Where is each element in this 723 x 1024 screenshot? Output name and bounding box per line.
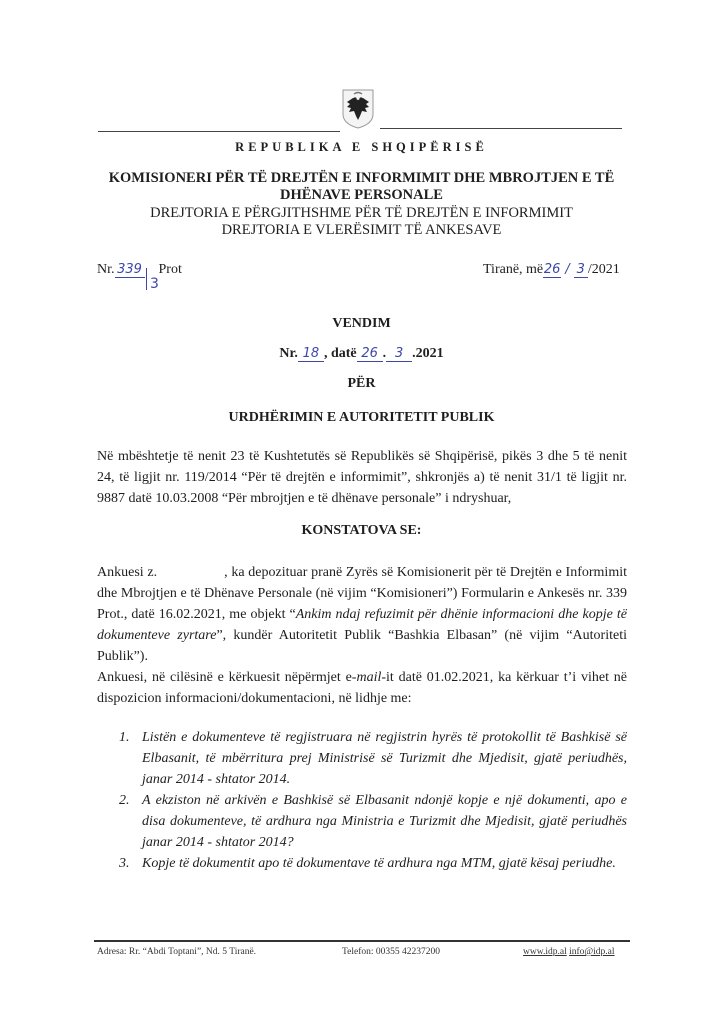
footer-phone: Telefon: 00355 42237200: [342, 947, 441, 957]
complaint-object: Ankim ndaj refuzimit për dhënie informacioni dhe kopje të dokumenteve zyrtare: [97, 607, 627, 643]
handwritten-protocol-sub: 3: [150, 276, 159, 292]
footer-contact: [523, 947, 615, 957]
website-link[interactable]: www.idp.al: [523, 947, 567, 957]
decision-year: .2021: [412, 346, 444, 361]
coat-of-arms-icon: [341, 88, 375, 130]
list-item-text: Kopje të dokumentit apo të dokumentave të ardhura nga MTM, gjatë kësaj periudhe.: [142, 856, 616, 871]
handwritten-protocol-number: 339: [115, 262, 145, 278]
request-text-a: Ankuesi, në cilësinë e kërkuesit nëpërmjet e-: [97, 670, 357, 685]
decision-number-date: Nr. 18 , datë 26 . 3 .2021: [279, 346, 444, 361]
footer-rule: [94, 940, 630, 942]
list-item-text: Listën e dokumenteve të regjistruara në regjistrin hyrës të protokollit të Bashkisë së Elbasanit, të mbërritura prej Ministrisë së Turizmit dhe Mjedisit, gjatë periudhës, janar 2014 - shtator 2014.: [142, 730, 627, 787]
list-item-number: 2.: [119, 793, 130, 808]
per-heading: PËR: [347, 376, 376, 391]
handwritten-decision-month: 3: [386, 346, 412, 362]
decision-date-label: , datë: [323, 346, 357, 361]
prot-label: Prot: [158, 262, 182, 277]
handwritten-decision-day: 26: [357, 346, 383, 362]
list-item-number: 3.: [119, 856, 130, 871]
handwritten-decision-number: 18: [298, 346, 324, 362]
handwritten-slash: [146, 268, 147, 290]
list-item: [97, 727, 627, 790]
handwritten-day: 26: [543, 262, 561, 277]
year: /2021: [587, 262, 620, 277]
institution-line-1: KOMISIONERI PËR TË DREJTËN E INFORMIMIT DHE MBROJTJEN E TË: [108, 170, 615, 186]
list-item-number: 1.: [119, 730, 130, 745]
republic-title: REPUBLIKA E SHQIPËRISË: [235, 140, 488, 154]
list-item-text: A ekziston në arkivën e Bashkisë së Elbasanit ndonjë kopje e një dokumenti, apo e disa dokumenteve, të ardhura nga Ministria e Turizmit dhe Mjedisit, gjatë periudhës janar 2014 - shtator 2014?: [142, 793, 627, 850]
directorate: DREJTORIA E VLERËSIMIT TË ANKESAVE: [221, 222, 502, 238]
konstatova-heading: KONSTATOVA SE:: [301, 523, 422, 538]
complaint-text-a: Ankuesi z. , ka depozituar pranë Zyrës së Komisionerit për të Drejtën e Informimit dhe Mbrojtjen e të Dhënave Personale (në vijim “Komisioneri”) Formularin e Ankesës nr. 339 Prot., datë 16.02.2021, me objekt “: [97, 565, 631, 622]
institution-line-2: DHËNAVE PERSONALE: [280, 187, 443, 203]
institution-name: [0, 170, 723, 204]
email-link[interactable]: info@idp.al: [569, 947, 615, 957]
list-item: [97, 853, 627, 874]
place-label: Tiranë, më: [483, 262, 544, 277]
request-text-b: -it datë 01.02.2021, ka kërkuar t’i vihet në dispozicion informacioni/dokumentacioni, në lidhje me:: [97, 670, 628, 706]
decision-nr-label: Nr.: [279, 346, 298, 361]
complaint-text-b: ”, kundër Autoritetit Publik “Bashkia Elbasan” (në vijim “Autoriteti Publik”).: [97, 628, 627, 664]
header-rule-left: [98, 131, 340, 132]
handwritten-month: 3: [574, 262, 588, 278]
request-paragraph: [97, 667, 627, 709]
requested-items-list: [97, 727, 627, 874]
decision-subject: URDHËRIMIN E AUTORITETIT PUBLIK: [228, 410, 495, 425]
nr-label: Nr.: [97, 262, 115, 277]
decision-heading: VENDIM: [332, 316, 391, 331]
list-item: [97, 790, 627, 853]
request-email-italic: mail: [356, 670, 382, 685]
directorate-general: DREJTORIA E PËRGJITHSHME PËR TË DREJTËN E INFORMIMIT: [150, 205, 573, 221]
legal-basis-paragraph: Në mbështetje të nenit 23 të Kushtetutës së Republikës së Shqipërisë, pikës 3 dhe 5 të nenit 24, të ligjit nr. 119/2014 “Për të drejtën e informimit”, shkronjës a) të nenit 31/1 të ligjit nr. 9887 datë 10.03.2008 “Për mbrojtjen e të dhënave personale” i ndryshuar,: [97, 449, 627, 506]
place-date: Tiranë, më26 / 3 /2021: [483, 262, 620, 277]
footer-address: Adresa: Rr. “Abdi Toptani”, Nd. 5 Tiranë.: [97, 947, 257, 957]
protocol-number: [97, 262, 182, 278]
complaint-paragraph: [97, 562, 631, 667]
header-rule-right: [380, 128, 622, 129]
